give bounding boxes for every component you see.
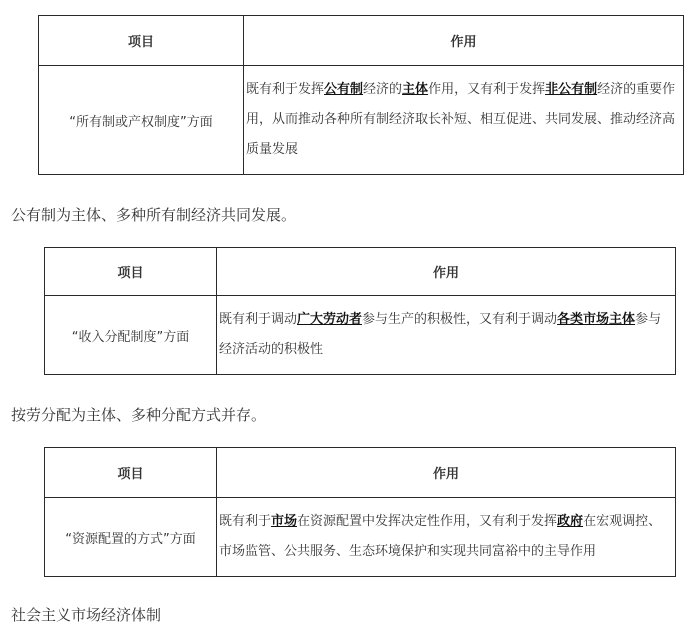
- highlight-term: 政府: [557, 514, 584, 529]
- income-distribution-table: [44, 247, 676, 375]
- effect-text: 在资源配置中发挥决定性作用，又有利于发挥: [297, 514, 558, 529]
- effect-text: 参与经济活动的积极性: [219, 312, 662, 357]
- effect-text: 参与生产的积极性，又有利于调动: [362, 312, 558, 327]
- table-row: [45, 296, 676, 375]
- effect-text: 既有利于发挥: [246, 82, 325, 97]
- row-item: “收入分配制度”方面: [45, 296, 217, 375]
- caption-market-economy: 社会主义市场经济体制: [11, 606, 162, 624]
- row-item: “所有制或产权制度”方面: [39, 66, 244, 175]
- highlight-term: 市场: [271, 514, 298, 529]
- highlight-term: 公有制: [324, 82, 364, 97]
- highlight-term: 广大劳动者: [297, 312, 363, 327]
- highlight-term: 主体: [402, 82, 429, 97]
- row-effect: [217, 296, 676, 375]
- table-row: [45, 498, 676, 577]
- effect-text: 经济的: [363, 82, 403, 97]
- header-item: 项目: [45, 448, 217, 498]
- header-item: 项目: [45, 248, 217, 296]
- resource-allocation-table: [44, 447, 676, 577]
- highlight-term: 各类市场主体: [557, 312, 636, 327]
- row-item: “资源配置的方式”方面: [45, 498, 217, 577]
- header-effect: 作用: [244, 16, 684, 66]
- caption-ownership: 公有制为主体、多种所有制经济共同发展。: [11, 206, 297, 224]
- header-effect: 作用: [217, 248, 676, 296]
- effect-text: 作用，又有利于发挥: [428, 82, 546, 97]
- header-effect: 作用: [217, 448, 676, 498]
- table-header-row: [45, 248, 676, 296]
- ownership-table: [38, 15, 684, 175]
- table-header-row: [45, 448, 676, 498]
- effect-text: 既有利于: [219, 514, 272, 529]
- header-item: 项目: [39, 16, 244, 66]
- caption-income-distribution: 按劳分配为主体、多种分配方式并存。: [11, 406, 267, 424]
- table-row: [39, 66, 684, 175]
- highlight-term: 非公有制: [545, 82, 598, 97]
- table-header-row: [39, 16, 684, 66]
- row-effect: [217, 498, 676, 577]
- effect-text: 既有利于调动: [219, 312, 298, 327]
- effect-text: 经济的重要作用，从而推动各种所有制经济取长补短、相互促进、共同发展、推动经济高质量发展: [246, 82, 676, 157]
- row-effect: [244, 66, 684, 175]
- effect-text: 在宏观调控、市场监管、公共服务、生态环境保护和实现共同富裕中的主导作用: [219, 514, 662, 559]
